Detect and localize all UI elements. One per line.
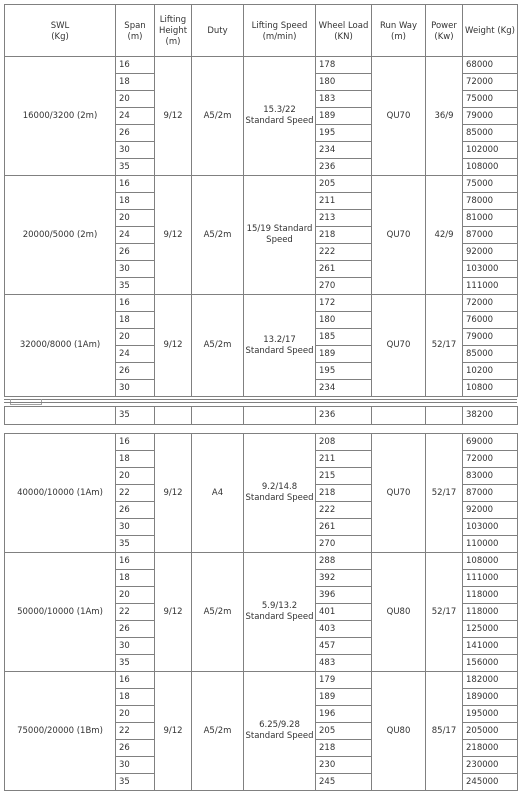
wheel-load-cell: 483 — [316, 655, 372, 672]
weight-cell: 10800 — [463, 380, 518, 397]
swl-cell: 75000/20000 (1Bm) — [5, 672, 116, 791]
wheel-load-cell: 245 — [316, 774, 372, 791]
height-cell — [155, 407, 192, 425]
weight-cell: 230000 — [463, 757, 518, 774]
span-cell: 35 — [116, 655, 155, 672]
weight-cell: 118000 — [463, 604, 518, 621]
duty-cell: A5/2m — [192, 176, 244, 295]
wheel-load-cell: 213 — [316, 210, 372, 227]
duty-cell — [192, 407, 244, 425]
weight-cell: 245000 — [463, 774, 518, 791]
wheel-load-cell: 183 — [316, 91, 372, 108]
lifting-speed-cell: 15/19 Standard Speed — [244, 176, 316, 295]
wheel-load-cell: 215 — [316, 468, 372, 485]
span-cell: 20 — [116, 706, 155, 723]
wheel-load-cell: 234 — [316, 142, 372, 159]
weight-cell: 75000 — [463, 176, 518, 193]
span-cell: 16 — [116, 672, 155, 689]
power-cell: 52/17 — [426, 295, 463, 397]
span-cell: 26 — [116, 125, 155, 142]
table-row — [5, 295, 518, 312]
table-row — [5, 434, 518, 451]
lifting-speed-cell: 15.3/22 Standard Speed — [244, 57, 316, 176]
weight-cell: 85000 — [463, 125, 518, 142]
lifting-speed-cell: 6.25/9.28 Standard Speed — [244, 672, 316, 791]
header-run-way: Run Way (m) — [372, 5, 426, 57]
span-cell: 26 — [116, 621, 155, 638]
span-cell: 35 — [116, 407, 155, 425]
weight-cell: 103000 — [463, 519, 518, 536]
weight-cell: 218000 — [463, 740, 518, 757]
span-cell: 26 — [116, 502, 155, 519]
span-cell: 20 — [116, 210, 155, 227]
table-row — [5, 553, 518, 570]
span-cell: 35 — [116, 278, 155, 295]
swl-cell: 20000/5000 (2m) — [5, 176, 116, 295]
weight-cell: 79000 — [463, 329, 518, 346]
run-way-cell: QU70 — [372, 176, 426, 295]
weight-cell: 38200 — [463, 407, 518, 425]
span-cell: 30 — [116, 261, 155, 278]
span-cell: 18 — [116, 570, 155, 587]
header-lifting-speed: Lifting Speed (m/min) — [244, 5, 316, 57]
lifting-height-cell: 9/12 — [155, 176, 192, 295]
span-cell: 18 — [116, 193, 155, 210]
weight-cell: 85000 — [463, 346, 518, 363]
wheel-load-cell: 205 — [316, 723, 372, 740]
wheel-load-cell: 189 — [316, 689, 372, 706]
run-way-cell: QU80 — [372, 672, 426, 791]
page-break-line-top — [4, 399, 517, 400]
runway-cell — [372, 407, 426, 425]
weight-cell: 69000 — [463, 434, 518, 451]
weight-cell: 68000 — [463, 57, 518, 74]
span-cell: 16 — [116, 176, 155, 193]
weight-cell: 72000 — [463, 451, 518, 468]
lifting-height-cell: 9/12 — [155, 434, 192, 553]
weight-cell: 108000 — [463, 553, 518, 570]
weight-cell: 102000 — [463, 142, 518, 159]
table-row — [5, 407, 518, 425]
wheel-load-cell: 270 — [316, 536, 372, 553]
header-span: Span (m) — [116, 5, 155, 57]
lifting-speed-cell: 5.9/13.2 Standard Speed — [244, 553, 316, 672]
wheel-load-cell: 288 — [316, 553, 372, 570]
duty-cell: A5/2m — [192, 295, 244, 397]
power-cell: 42/9 — [426, 176, 463, 295]
wheel-load-cell: 172 — [316, 295, 372, 312]
wheel-load-cell: 457 — [316, 638, 372, 655]
table-row — [5, 57, 518, 74]
page-break-line-bottom — [4, 402, 517, 403]
span-cell: 30 — [116, 638, 155, 655]
wheel-load-cell: 218 — [316, 485, 372, 502]
span-cell: 30 — [116, 757, 155, 774]
span-cell: 20 — [116, 587, 155, 604]
header-duty: Duty — [192, 5, 244, 57]
weight-cell: 103000 — [463, 261, 518, 278]
crane-spec-table-bottom — [4, 433, 518, 791]
run-way-cell: QU80 — [372, 553, 426, 672]
weight-cell: 76000 — [463, 312, 518, 329]
span-cell: 18 — [116, 689, 155, 706]
span-cell: 35 — [116, 159, 155, 176]
span-cell: 16 — [116, 295, 155, 312]
lifting-height-cell: 9/12 — [155, 672, 192, 791]
span-cell: 35 — [116, 774, 155, 791]
span-cell: 18 — [116, 312, 155, 329]
weight-cell: 81000 — [463, 210, 518, 227]
lifting-speed-cell: 9.2/14.8 Standard Speed — [244, 434, 316, 553]
weight-cell: 141000 — [463, 638, 518, 655]
power-cell: 36/9 — [426, 57, 463, 176]
lifting-height-cell: 9/12 — [155, 553, 192, 672]
weight-cell: 182000 — [463, 672, 518, 689]
weight-cell: 118000 — [463, 587, 518, 604]
wheel-load-cell: 211 — [316, 451, 372, 468]
span-cell: 30 — [116, 142, 155, 159]
swl-cell: 50000/10000 (1Am) — [5, 553, 116, 672]
weight-cell: 205000 — [463, 723, 518, 740]
weight-cell: 92000 — [463, 244, 518, 261]
weight-cell: 92000 — [463, 502, 518, 519]
weight-cell: 110000 — [463, 536, 518, 553]
span-cell: 16 — [116, 57, 155, 74]
wheel-load-cell: 261 — [316, 519, 372, 536]
wheel-load-cell: 236 — [316, 159, 372, 176]
weight-cell: 78000 — [463, 193, 518, 210]
wheel-load-cell: 195 — [316, 363, 372, 380]
wheel-load-cell: 180 — [316, 312, 372, 329]
header-swl: SWL (Kg) — [5, 5, 116, 57]
weight-cell: 75000 — [463, 91, 518, 108]
span-cell: 22 — [116, 485, 155, 502]
wheel-load-cell: 178 — [316, 57, 372, 74]
weight-cell: 156000 — [463, 655, 518, 672]
wheel-load-cell: 185 — [316, 329, 372, 346]
duty-cell: A4 — [192, 434, 244, 553]
wheel-load-cell: 236 — [316, 407, 372, 425]
swl-cell: 32000/8000 (1Am) — [5, 295, 116, 397]
weight-cell: 87000 — [463, 485, 518, 502]
wheel-load-cell: 211 — [316, 193, 372, 210]
span-cell: 30 — [116, 380, 155, 397]
table-row — [5, 672, 518, 689]
wheel-load-cell: 189 — [316, 346, 372, 363]
span-cell: 30 — [116, 519, 155, 536]
weight-cell: 10200 — [463, 363, 518, 380]
span-cell: 16 — [116, 553, 155, 570]
weight-cell: 79000 — [463, 108, 518, 125]
span-cell: 18 — [116, 451, 155, 468]
weight-cell: 83000 — [463, 468, 518, 485]
span-cell: 35 — [116, 536, 155, 553]
power-cell: 52/17 — [426, 553, 463, 672]
span-cell: 26 — [116, 244, 155, 261]
span-cell: 26 — [116, 740, 155, 757]
span-cell: 22 — [116, 604, 155, 621]
wheel-load-cell: 222 — [316, 502, 372, 519]
span-cell: 24 — [116, 346, 155, 363]
weight-cell: 111000 — [463, 278, 518, 295]
crane-spec-table-top — [4, 4, 518, 397]
wheel-load-cell: 180 — [316, 74, 372, 91]
weight-cell: 87000 — [463, 227, 518, 244]
run-way-cell: QU70 — [372, 57, 426, 176]
weight-cell: 72000 — [463, 295, 518, 312]
weight-cell: 108000 — [463, 159, 518, 176]
power-cell: 85/17 — [426, 672, 463, 791]
swl-cell: 16000/3200 (2m) — [5, 57, 116, 176]
wheel-load-cell: 189 — [316, 108, 372, 125]
wheel-load-cell: 218 — [316, 227, 372, 244]
wheel-load-cell: 179 — [316, 672, 372, 689]
wheel-load-cell: 396 — [316, 587, 372, 604]
weight-cell: 111000 — [463, 570, 518, 587]
wheel-load-cell: 392 — [316, 570, 372, 587]
span-cell: 24 — [116, 227, 155, 244]
table-row — [5, 176, 518, 193]
wheel-load-cell: 401 — [316, 604, 372, 621]
header-wheel-load: Wheel Load (KN) — [316, 5, 372, 57]
span-cell: 20 — [116, 468, 155, 485]
wheel-load-cell: 208 — [316, 434, 372, 451]
duty-cell: A5/2m — [192, 672, 244, 791]
run-way-cell: QU70 — [372, 434, 426, 553]
swl-cell — [5, 407, 116, 425]
speed-cell — [244, 407, 316, 425]
header-row — [5, 5, 518, 57]
span-cell: 26 — [116, 363, 155, 380]
wheel-load-cell: 403 — [316, 621, 372, 638]
header-weight: Weight (Kg) — [463, 5, 518, 57]
run-way-cell: QU70 — [372, 295, 426, 397]
wheel-load-cell: 261 — [316, 261, 372, 278]
duty-cell: A5/2m — [192, 553, 244, 672]
lifting-speed-cell: 13.2/17 Standard Speed — [244, 295, 316, 397]
span-cell: 16 — [116, 434, 155, 451]
wheel-load-cell: 195 — [316, 125, 372, 142]
wheel-load-cell: 205 — [316, 176, 372, 193]
header-lifting-height: Lifting Height (m) — [155, 5, 192, 57]
weight-cell: 189000 — [463, 689, 518, 706]
span-cell: 20 — [116, 329, 155, 346]
lifting-height-cell: 9/12 — [155, 295, 192, 397]
span-cell: 18 — [116, 74, 155, 91]
weight-cell: 125000 — [463, 621, 518, 638]
swl-cell: 40000/10000 (1Am) — [5, 434, 116, 553]
span-cell: 24 — [116, 108, 155, 125]
wheel-load-cell: 196 — [316, 706, 372, 723]
wheel-load-cell: 234 — [316, 380, 372, 397]
wheel-load-cell: 270 — [316, 278, 372, 295]
wheel-load-cell: 230 — [316, 757, 372, 774]
span-cell: 22 — [116, 723, 155, 740]
weight-cell: 72000 — [463, 74, 518, 91]
header-power: Power (Kw) — [426, 5, 463, 57]
weight-cell: 195000 — [463, 706, 518, 723]
crane-spec-table-continued-row — [4, 406, 518, 425]
span-cell: 20 — [116, 91, 155, 108]
power-cell: 52/17 — [426, 434, 463, 553]
power-cell — [426, 407, 463, 425]
wheel-load-cell: 222 — [316, 244, 372, 261]
duty-cell: A5/2m — [192, 57, 244, 176]
wheel-load-cell: 218 — [316, 740, 372, 757]
lifting-height-cell: 9/12 — [155, 57, 192, 176]
